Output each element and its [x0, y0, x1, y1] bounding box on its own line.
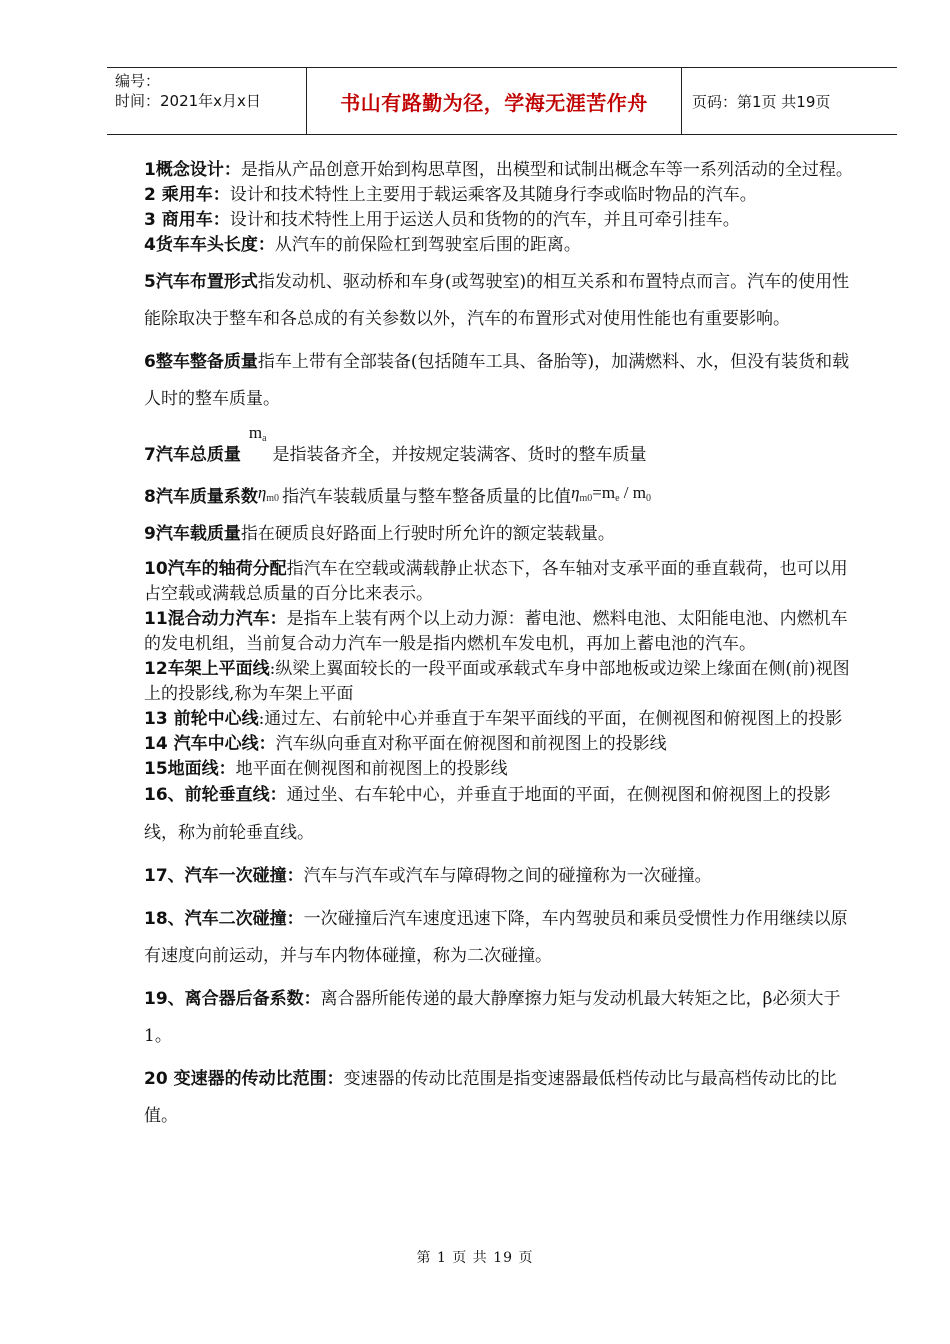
- definition-item: [144, 344, 860, 418]
- definition-item: [144, 776, 860, 852]
- term: 10汽车的轴荷分配: [144, 559, 287, 579]
- definition-item: [144, 557, 860, 607]
- definition-item: [144, 183, 860, 208]
- definition: 从汽车的前保险杠到驾驶室后围的距离。: [274, 235, 581, 255]
- definition-item: [144, 1061, 860, 1135]
- definition-item: [144, 264, 860, 338]
- definition: 汽车与汽车或汽车与障碍物之间的碰撞称为一次碰撞。: [303, 866, 712, 886]
- definitions-list: [144, 158, 860, 1135]
- header-motto-cell: [307, 68, 682, 134]
- number-label: 编号：: [115, 72, 161, 90]
- term: 4货车车头长度：: [144, 235, 275, 255]
- definition: 是指从产品创意开始到构思草图，出模型和试制出概念车等一系列活动的全过程。: [240, 160, 853, 180]
- definition: 指汽车在空载或满载静止状态下，各车轴对支承平面的垂直载荷，也可以用占空载或满载总质量的百分比来表示。: [144, 559, 848, 604]
- term: 19、离合器后备系数：: [144, 989, 321, 1009]
- definition: 一次碰撞后汽车速度迅速下降，车内驾驶员和乘员受惯性力作用继续以原有速度向前运动，并与车内物体碰撞，称为二次碰撞。: [144, 909, 848, 966]
- definition: 离合器所能传递的最大静摩擦力矩与发动机最大转矩之比，β必须大于1。: [144, 989, 841, 1046]
- term: 12车架上平面线: [144, 659, 270, 679]
- term: 6整车整备质量: [144, 352, 258, 372]
- page-info: 页码：第1页 共19页: [692, 92, 831, 111]
- definition-item: [144, 657, 860, 707]
- term: 15地面线：: [144, 759, 236, 779]
- motto-text: 书山有路勤为径，学海无涯苦作舟: [340, 90, 648, 115]
- definition-item: [144, 981, 860, 1055]
- definition: 指车上带有全部装备(包括随车工具、备胎等)，加满燃料、水，但没有装货和载人时的整车质量。: [144, 352, 850, 409]
- definition-item: [144, 607, 860, 657]
- term: 11混合动力汽车：: [144, 609, 287, 629]
- document-header: [107, 67, 897, 135]
- term: 20 变速器的传动比范围：: [144, 1069, 344, 1089]
- definition-item: [144, 707, 860, 732]
- term: 5汽车布置形式: [144, 272, 258, 292]
- symbol-ma: $m_a$: [248, 423, 267, 444]
- definition: 地平面在侧视图和前视图上的投影线: [235, 759, 508, 779]
- header-page-cell: [682, 68, 897, 134]
- term: 7汽车总质量: [144, 445, 241, 465]
- term: 8汽车质量系数: [144, 487, 258, 507]
- definition: 指发动机、驱动桥和车身(或驾驶室)的相互关系和布置特点而言。汽车的使用性能除取决于整车和各总成的有关参数以外，汽车的布置形式对使用性能也有重要影响。: [144, 272, 850, 329]
- term: 17、汽车一次碰撞：: [144, 866, 304, 886]
- formula-eta: $\eta_{m0}=m_e / m_0$: [571, 483, 651, 504]
- definition-item: [144, 732, 860, 757]
- term: 13 前轮中心线: [144, 709, 259, 729]
- definition: 指在硬质良好路面上行驶时所允许的额定装载量。: [240, 524, 615, 544]
- time-label: 时间：2021年x月x日: [115, 92, 261, 110]
- header-meta: [107, 68, 307, 134]
- page-footer: [0, 1247, 950, 1267]
- term: 18、汽车二次碰撞：: [144, 909, 304, 929]
- term: 14 汽车中心线：: [144, 734, 276, 754]
- term: 2 乘用车：: [144, 185, 230, 205]
- definition-item: [144, 233, 860, 258]
- term: 1概念设计：: [144, 160, 241, 180]
- definition: 变速器的传动比范围是指变速器最低档传动比与最高档传动比的比值。: [144, 1069, 837, 1126]
- definition-item: [144, 482, 860, 518]
- definition-item: [144, 858, 860, 895]
- term: 16、前轮垂直线：: [144, 785, 287, 805]
- definition: 指汽车装载质量与整车整备质量的比值: [282, 487, 572, 507]
- definition: 汽车纵向垂直对称平面在俯视图和前视图上的投影线: [275, 734, 667, 754]
- definition-item: [144, 158, 860, 183]
- definition: :通过左、右前轮中心并垂直于车架平面线的平面，在侧视图和俯视图上的投影: [258, 709, 843, 729]
- definition-item: [144, 522, 860, 547]
- definition-item: [144, 423, 860, 476]
- footer-page-number: 第 1 页 共 19 页: [416, 1250, 534, 1266]
- symbol-eta: $\eta_{m0}$: [257, 483, 280, 504]
- definition-item: [144, 208, 860, 233]
- definition: 设计和技术特性上主要用于载运乘客及其随身行李或临时物品的汽车。: [229, 185, 757, 205]
- definition: 通过坐、右车轮中心，并垂直于地面的平面，在侧视图和俯视图上的投影线，称为前轮垂直线。: [144, 785, 831, 843]
- definition-item: [144, 901, 860, 975]
- definition: :纵梁上翼面较长的一段平面或承载式车身中部地板或边梁上缘面在侧(前)视图上的投影线,称为车架上平面: [144, 659, 850, 704]
- definition: 设计和技术特性上用于运送人员和货物的的汽车，并且可牵引挂车。: [229, 210, 740, 230]
- term: 9汽车载质量: [144, 524, 241, 544]
- term: 3 商用车：: [144, 210, 230, 230]
- definition: 是指装备齐全，并按规定装满客、货时的整车质量: [272, 445, 647, 465]
- definition: 是指车上装有两个以上动力源：蓄电池、燃料电池、太阳能电池、内燃机车的发电机组，当前复合动力汽车一般是指内燃机车发电机，再加上蓄电池的汽车。: [144, 609, 848, 654]
